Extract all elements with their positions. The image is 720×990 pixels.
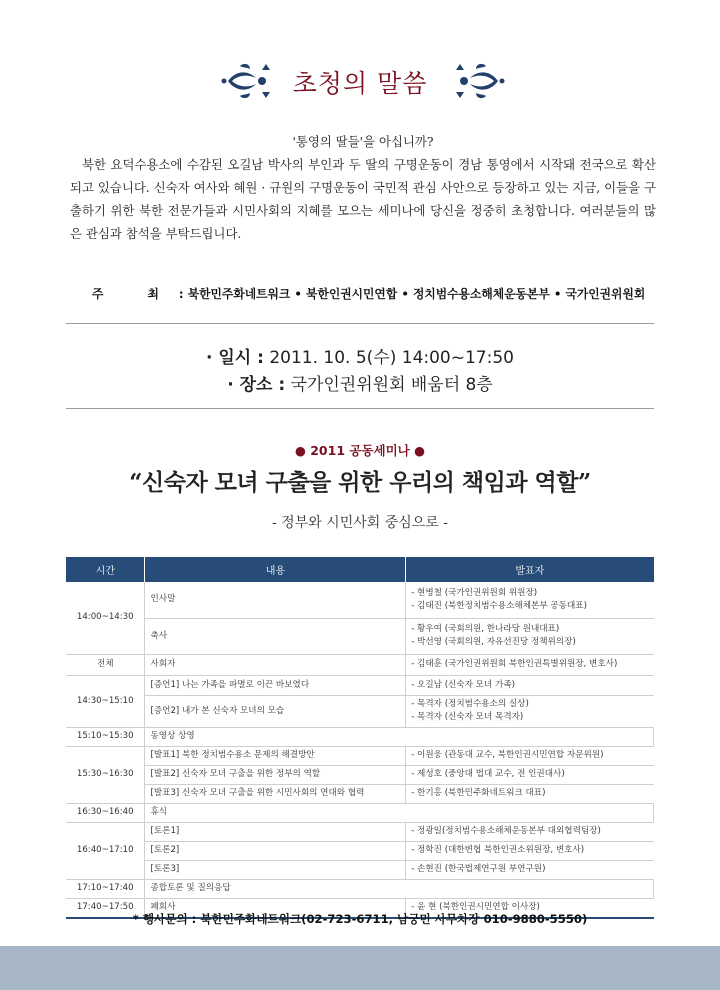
divider-bottom <box>66 408 654 409</box>
presenter: - 한기홍 (북한민주화네트워크 대표) <box>411 788 546 798</box>
presenter: - 김태진 (북한정치범수용소해체본부 공동대표) <box>411 600 587 611</box>
presenter: - 이원웅 (관동대 교수, 북한인권시민연합 자문위원) <box>411 750 604 760</box>
table-row <box>66 879 654 898</box>
place-value: 국가인권위원회 배움터 8층 <box>290 375 493 395</box>
presenter-cell <box>406 822 654 841</box>
time-cell: 17:40~17:50 <box>66 898 145 918</box>
content-cell: 사회자 <box>145 654 406 675</box>
presenter-cell <box>406 582 654 618</box>
time-cell: 16:30~16:40 <box>66 803 145 822</box>
intro-question: '통영의 딸들'을 아십니까? <box>292 134 434 149</box>
table-row <box>66 784 654 803</box>
place-label: · 장소 : <box>227 375 286 395</box>
presenter-cell <box>406 695 654 727</box>
table-row <box>66 860 654 879</box>
schedule-table <box>66 557 654 919</box>
time-cell: 14:30~15:10 <box>66 675 145 727</box>
time-cell: 16:40~17:10 <box>66 822 145 879</box>
host-label: 주 최 <box>92 287 179 301</box>
table-row <box>66 803 654 822</box>
time-cell: 15:30~16:30 <box>66 746 145 803</box>
content-cell: [발표2] 신숙자 모녀 구출을 위한 정부의 역할 <box>145 765 406 784</box>
presenter: - 박선영 (국회의원, 자유선진당 정책위의장) <box>411 637 576 647</box>
contact-info: * 행사문의 : 북한민주화네트워크(02-723-6711, 남궁민 사무차장 010-9880-5550) <box>132 912 588 926</box>
schedule-header-row <box>66 557 654 582</box>
time-cell: 14:00~14:30 <box>66 582 145 654</box>
presenter: - 황우여 (국회의원, 한나라당 원내대표) <box>411 624 560 634</box>
table-row <box>66 822 654 841</box>
footer-band <box>0 946 720 990</box>
time-cell: 15:10~15:30 <box>66 727 145 746</box>
presenter-cell <box>406 746 654 765</box>
presenter-cell <box>406 675 654 695</box>
content-cell: [토론2] <box>145 841 406 860</box>
header-time: 시간 <box>66 557 145 582</box>
content-cell: 종합토론 및 질의응답 <box>145 879 654 898</box>
time-cell: 17:10~17:40 <box>66 879 145 898</box>
content-cell: [증언1] 나는 가족을 파멸로 이끈 바보였다 <box>145 675 406 695</box>
date-value: 2011. 10. 5(수) 14:00~17:50 <box>269 348 514 368</box>
invitation-text <box>70 130 656 245</box>
seminar-title: “신숙자 모녀 구출을 위한 우리의 책임과 역할” <box>129 469 591 496</box>
date-label: · 일시 : <box>206 348 264 368</box>
content-cell: 축사 <box>145 618 406 654</box>
title-area <box>0 60 720 102</box>
content-cell: [토론3] <box>145 860 406 879</box>
seminar-subtitle: - 정부와 시민사회 중심으로 - <box>271 515 449 531</box>
intro-body: 북한 요덕수용소에 수감된 오길남 박사의 부인과 두 딸의 구명운동이 경남 통영에서 시작돼 전국으로 확산되고 있습니다. 신숙자 여사와 혜원 · 규원의 구명운동이 국민적 관심 사안으로 등장하고 있는 지금, 이들을 구출하기 위한 북한 전문가들과 시민사회의 지혜를 모으는 세미나에 당신을 정중히 초청합니다. 여러분들의 많은 관심과 참석을 부탁드립니다. <box>70 157 656 241</box>
presenter-cell <box>406 860 654 879</box>
presenter: - 오길남 (신숙자 모녀 가족) <box>411 679 515 690</box>
table-row <box>66 675 654 695</box>
presenter-cell <box>406 654 654 675</box>
time-cell: 전체 <box>66 654 145 675</box>
presenter: - 목격자 (신숙자 모녀 목격자) <box>411 712 524 722</box>
right-floral-ornament-icon <box>448 60 508 102</box>
presenter-cell <box>406 618 654 654</box>
page-title: 초청의 말씀 <box>292 69 428 98</box>
content-cell: [발표1] 북한 정치범수용소 문제의 해결방안 <box>145 746 406 765</box>
seminar-label: ● 2011 공동세미나 ● <box>294 443 426 458</box>
content-cell: [증언2] 내가 본 신숙자 모녀의 모습 <box>145 695 406 727</box>
content-cell: 휴식 <box>145 803 654 822</box>
table-row <box>66 746 654 765</box>
table-row <box>66 654 654 675</box>
header-content: 내용 <box>145 557 406 582</box>
content-cell: [토론1] <box>145 822 406 841</box>
event-place <box>0 370 720 395</box>
table-row <box>66 765 654 784</box>
table-row <box>66 582 654 618</box>
content-cell: [발표3] 신숙자 모녀 구출을 위한 시민사회의 연대와 협력 <box>145 784 406 803</box>
presenter: - 현병철 (국가인권위원회 위원장) <box>411 587 538 598</box>
presenter: - 제성호 (중앙대 법대 교수, 전 인권대사) <box>411 769 565 779</box>
divider-top <box>66 323 654 324</box>
content-cell: 폐회사 <box>145 898 406 918</box>
presenter-cell <box>406 765 654 784</box>
table-row <box>66 727 654 746</box>
content-cell: 인사말 <box>145 582 406 618</box>
presenter: - 윤 현 (북한인권시민연합 이사장) <box>411 902 540 913</box>
table-row <box>66 841 654 860</box>
presenter-cell <box>406 784 654 803</box>
header-presenter: 발표자 <box>406 557 654 582</box>
presenter: - 손현진 (한국법제연구원 부연구원) <box>411 864 546 874</box>
presenter: - 김태훈 (국가인권위원회 북한인권특별위원장, 변호사) <box>411 659 618 669</box>
host-orgs: : 북한민주화네트워크 • 북한인권시민연합 • 정치범수용소해체운동본부 • 국가인권위원회 <box>178 287 646 301</box>
table-row <box>66 695 654 727</box>
content-cell: 동영상 상영 <box>145 727 654 746</box>
host-line <box>92 285 692 302</box>
presenter: - 목격자 (정치범수용소의 실상) <box>411 699 529 709</box>
presenter: - 정학진 (대한변협 북한인권소위원장, 변호사) <box>411 845 585 855</box>
presenter-cell <box>406 841 654 860</box>
table-row <box>66 618 654 654</box>
presenter: - 정광일(정치범수용소해체운동본부 대외협력팀장) <box>411 826 601 836</box>
event-date <box>0 343 720 368</box>
